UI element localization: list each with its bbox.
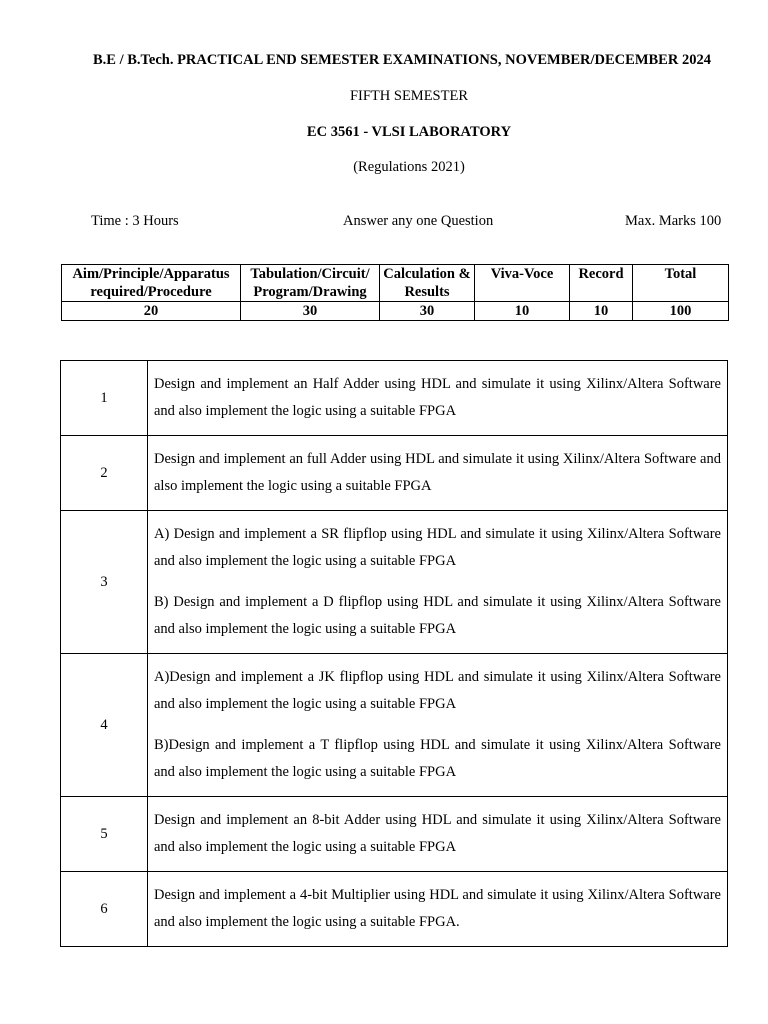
- marks-value-cell: 20: [62, 302, 241, 321]
- question-number: 2: [61, 436, 148, 511]
- marks-header-cell: Aim/Principle/Apparatus required/Procedure: [62, 265, 241, 302]
- question-number: 5: [61, 797, 148, 872]
- question-text-cell: [148, 361, 728, 436]
- question-row: [61, 797, 728, 872]
- question-text: Design and implement a 4-bit Multiplier using HDL and simulate it using Xilinx/Altera Software and also implement the logic using a suitable FPGA.: [154, 887, 721, 930]
- question-text: Design and implement an 8-bit Adder using HDL and simulate it using Xilinx/Altera Software and also implement the logic using a suitable FPGA: [154, 812, 721, 855]
- semester-label: FIFTH SEMESTER: [349, 88, 469, 104]
- marks-header-cell: Record: [570, 265, 633, 302]
- question-number: 4: [61, 654, 148, 797]
- marks-value-cell: 30: [241, 302, 380, 321]
- marks-value-row: [62, 302, 729, 321]
- marks-header-cell: Viva-Voce: [475, 265, 570, 302]
- marks-value-cell: 30: [380, 302, 475, 321]
- marks-header-cell: Total: [633, 265, 729, 302]
- question-number: 3: [61, 511, 148, 654]
- question-row: [61, 872, 728, 947]
- instruction-label: Answer any one Question: [343, 213, 494, 229]
- question-text: Design and implement an full Adder using HDL and simulate it using Xilinx/Altera Software and also implement the logic using a suitable FPGA: [154, 451, 721, 494]
- regulations-label: (Regulations 2021): [353, 159, 465, 175]
- marks-distribution-table: [61, 264, 729, 321]
- question-number: 1: [61, 361, 148, 436]
- question-text-cell: [148, 511, 728, 654]
- question-part-a: A) Design and implement a SR flipflop using HDL and simulate it using Xilinx/Altera Software and also implement the logic using a suitable FPGA: [154, 526, 721, 569]
- question-text-cell: [148, 654, 728, 797]
- question-part-a: A)Design and implement a JK flipflop using HDL and simulate it using Xilinx/Altera Software and also implement the logic using a suitable FPGA: [154, 669, 721, 712]
- question-row: [61, 511, 728, 654]
- question-row: [61, 654, 728, 797]
- questions-table: [60, 360, 728, 947]
- marks-value-cell: 100: [633, 302, 729, 321]
- question-text-cell: [148, 436, 728, 511]
- marks-value-cell: 10: [475, 302, 570, 321]
- question-row: [61, 436, 728, 511]
- marks-header-row: [62, 265, 729, 302]
- question-row: [61, 361, 728, 436]
- question-number: 6: [61, 872, 148, 947]
- question-part-b: B)Design and implement a T flipflop using HDL and simulate it using Xilinx/Altera Software and also implement the logic using a suitable FPGA: [154, 737, 721, 780]
- exam-title: B.E / B.Tech. PRACTICAL END SEMESTER EXAMINATIONS, NOVEMBER/DECEMBER 2024: [93, 52, 711, 68]
- question-text: Design and implement an Half Adder using HDL and simulate it using Xilinx/Altera Software and also implement the logic using a suitable FPGA: [154, 376, 721, 419]
- max-marks-label: Max. Marks 100: [625, 213, 722, 229]
- marks-value-cell: 10: [570, 302, 633, 321]
- question-text-cell: [148, 797, 728, 872]
- time-label: Time : 3 Hours: [91, 213, 179, 229]
- course-title: EC 3561 - VLSI LABORATORY: [306, 124, 512, 140]
- marks-header-cell: Tabulation/Circuit/ Program/Drawing: [241, 265, 380, 302]
- marks-header-cell: Calculation & Results: [380, 265, 475, 302]
- question-part-b: B) Design and implement a D flipflop using HDL and simulate it using Xilinx/Altera Software and also implement the logic using a suitable FPGA: [154, 594, 721, 637]
- question-text-cell: [148, 872, 728, 947]
